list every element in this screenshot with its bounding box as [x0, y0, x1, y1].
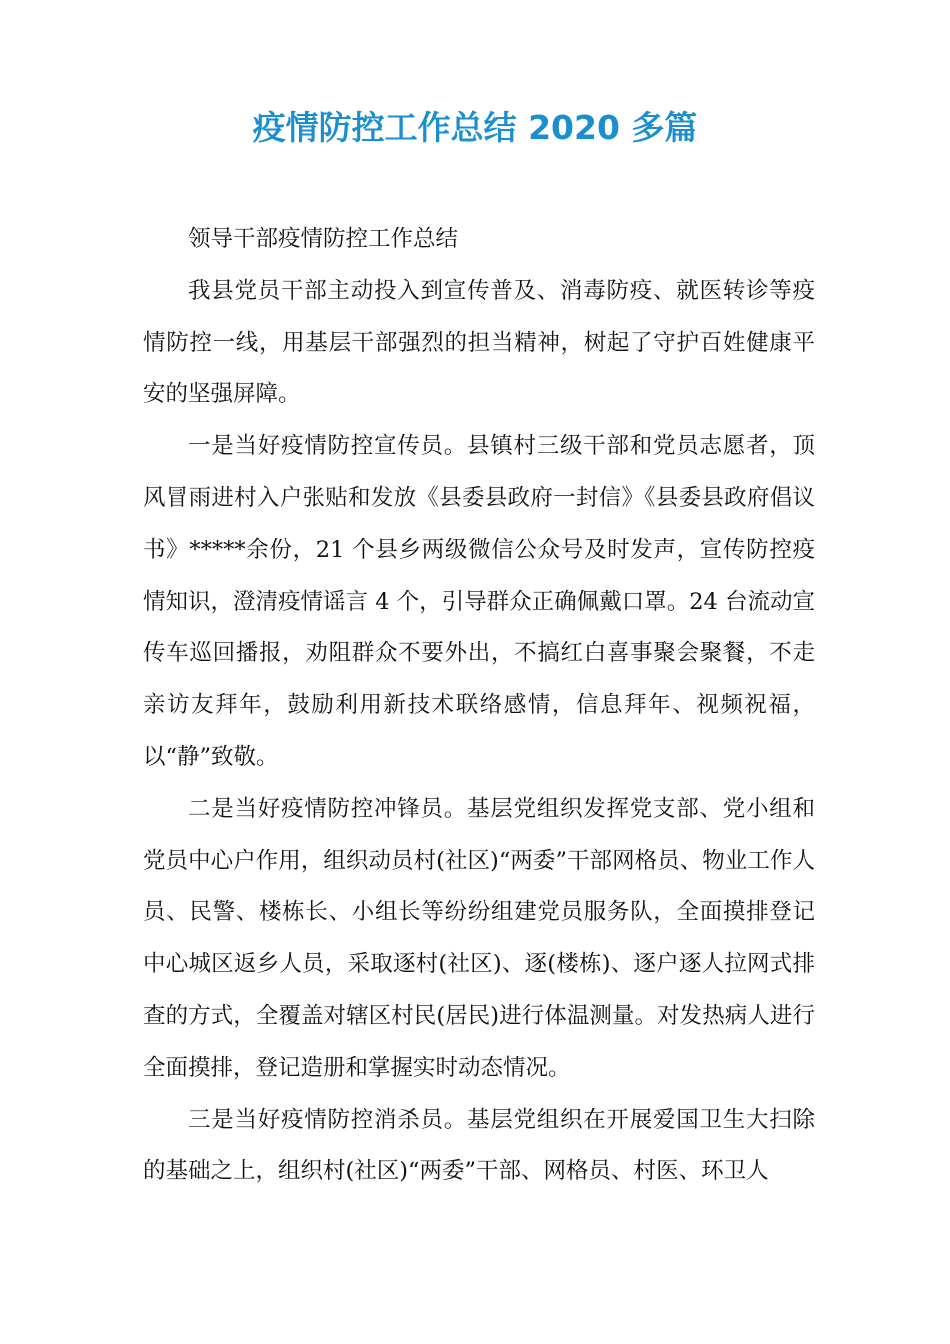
paragraph-point-one: 一是当好疫情防控宣传员。县镇村三级干部和党员志愿者，顶风冒雨进村入户张贴和发放《县委县政府一封信》《县委县政府倡议书》*****余份，21 个县乡两级微信公众号及时发声，宣传防控疫情知识，澄清疫情谣言 4 个，引导群众正确佩戴口罩。24 台流动宣传车巡回播报，劝阻群众不要外出，不搞红白喜事聚会聚餐，不走亲访友拜年，鼓励利用新技术联络感情，信息拜年、视频祝福，以“静”致敬。 [143, 433, 815, 770]
paragraph-point-two: 二是当好疫情防控冲锋员。基层党组织发挥党支部、党小组和党员中心户作用，组织动员村(社区)“两委”干部网格员、物业工作人员、民警、楼栋长、小组长等纷纷组建党员服务队，全面摸排登记中心城区返乡人员，采取逐村(社区)、逐(楼栋)、逐户逐人拉网式排查的方式，全覆盖对辖区村民(居民)进行体温测量。对发热病人进行全面摸排，登记造册和掌握实时动态情况。 [143, 795, 815, 1081]
paragraph-intro: 我县党员干部主动投入到宣传普及、消毒防疫、就医转诊等疫情防控一线，用基层干部强烈的担当精神，树起了守护百姓健康平安的坚强屏障。 [143, 277, 815, 408]
document-body [143, 214, 815, 1198]
document-title: 疫情防控工作总结 2020 多篇 [252, 108, 698, 147]
section-heading: 领导干部疫情防控工作总结 [188, 226, 459, 252]
paragraph-point-three: 三是当好疫情防控消杀员。基层党组织在开展爱国卫生大扫除的基础之上，组织村(社区)“两委”干部、网格员、村医、环卫人 [143, 1106, 815, 1185]
